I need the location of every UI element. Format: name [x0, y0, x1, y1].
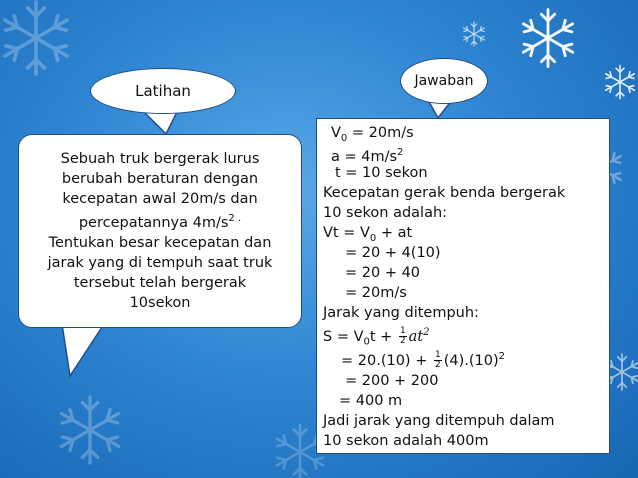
answer-kecepatan-2: 10 sekon adalah: — [323, 205, 448, 221]
answer-vt: $Vt = V_0$ + at — [323, 225, 413, 244]
question-line: Tentukan besar kecepatan dan — [48, 234, 272, 251]
jawaban-label: Jawaban — [414, 73, 474, 89]
question-line: Sebuah truk bergerak lurus — [60, 151, 260, 168]
answer-distance-1: = 20.(10) + $\frac{1}{2}$ $(4).(10)^2$ — [341, 350, 505, 371]
half-fraction: $\frac{1}{2}$ — [399, 326, 406, 347]
question-line: jarak yang di tempuh saat truk — [47, 254, 273, 271]
answer-conclusion-2: 10 sekon adalah 400m — [323, 433, 489, 449]
question-line: tersebut telah bergerak — [73, 274, 247, 291]
question-line: berubah beraturan dengan — [61, 171, 259, 188]
answer-conclusion-1: Jadi jarak yang ditempuh dalam — [323, 413, 555, 429]
answer-a: $a = 4m/s^2$ — [331, 147, 404, 165]
question-bubble — [18, 134, 302, 328]
question-line: kecepatan awal 20m/s dan — [62, 191, 258, 208]
answer-step-2: = 20 + 40 — [345, 265, 421, 281]
answer-step-1: = 20 + 4(10) — [345, 245, 441, 261]
tail-seam — [429, 98, 451, 102]
question-line: 10sekon — [129, 294, 191, 311]
answer-distance-3: = 400 m — [339, 393, 403, 409]
question-line: percepatannya $4m/s^{2 .}$ — [78, 213, 242, 231]
latihan-label: Latihan — [135, 82, 191, 100]
half-fraction: $\frac{1}{2}$ — [434, 350, 441, 371]
answer-distance-2: = 200 + 200 — [345, 373, 439, 389]
answer-step-3: = 20m/s — [345, 285, 407, 301]
answer-t: t = 10 sekon — [335, 165, 428, 181]
answer-box — [316, 118, 610, 454]
accel-exponent: 2 . — [228, 213, 242, 225]
tail-seam — [63, 322, 103, 326]
answer-v0: $V_0 = 20m/s$ — [331, 125, 414, 144]
answer-s-formula: $S = V_0t$ + $\frac{1}{2}$ $at^2$ — [323, 326, 430, 348]
tail-seam — [143, 108, 177, 112]
answer-kecepatan-1: Kecepatan gerak benda bergerak — [323, 185, 566, 201]
soal-tail — [62, 324, 104, 376]
answer-jarak: Jarak yang ditempuh: — [323, 305, 479, 321]
